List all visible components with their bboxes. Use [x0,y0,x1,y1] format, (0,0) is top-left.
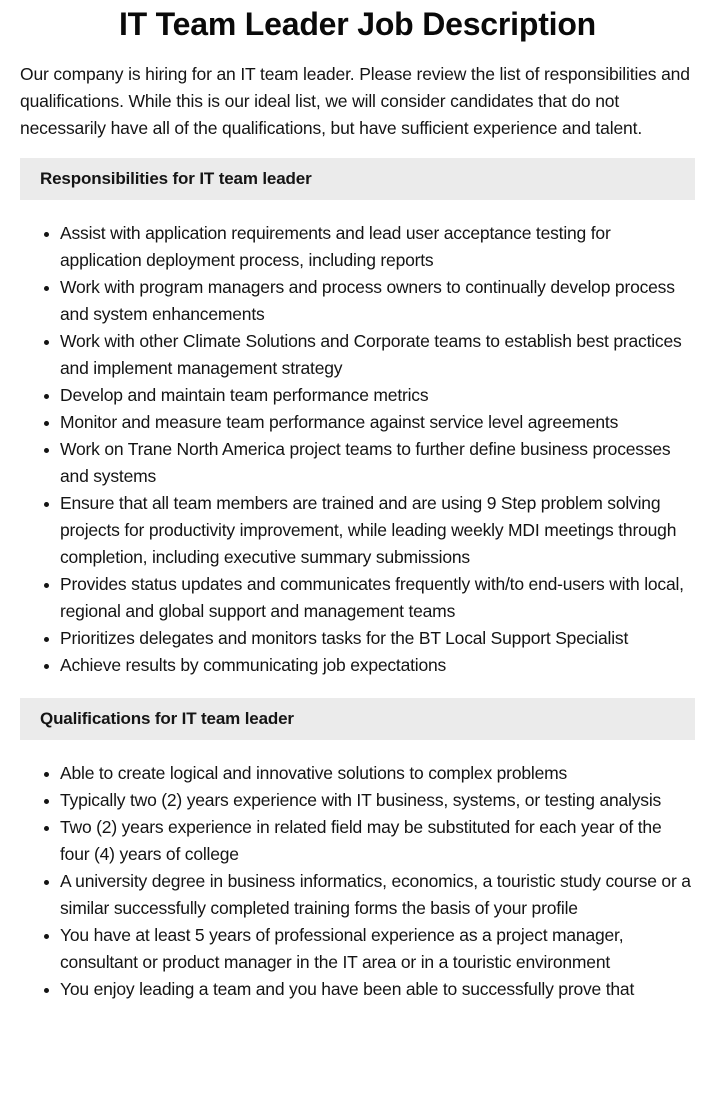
list-item: You have at least 5 years of professional experience as a project manager, consultant or product manager in the IT area or in a touristic environment [60,922,695,976]
qualifications-heading: Qualifications for IT team leader [20,698,695,740]
qualifications-list [20,760,695,1003]
list-item: Assist with application requirements and lead user acceptance testing for application deployment process, including reports [60,220,695,274]
list-item: Work with program managers and process owners to continually develop process and system enhancements [60,274,695,328]
list-item: Develop and maintain team performance metrics [60,382,695,409]
list-item: Prioritizes delegates and monitors tasks for the BT Local Support Specialist [60,625,695,652]
list-item: Two (2) years experience in related field may be substituted for each year of the four (4) years of college [60,814,695,868]
list-item: Typically two (2) years experience with IT business, systems, or testing analysis [60,787,695,814]
list-item: Achieve results by communicating job expectations [60,652,695,679]
list-item: Ensure that all team members are trained and are using 9 Step problem solving projects for productivity improvement, while leading weekly MDI meetings through completion, including executive summary submissions [60,490,695,571]
list-item: A university degree in business informatics, economics, a touristic study course or a similar successfully completed training forms the basis of your profile [60,868,695,922]
list-item: You enjoy leading a team and you have been able to successfully prove that [60,976,695,1003]
intro-paragraph: Our company is hiring for an IT team leader. Please review the list of responsibilities and qualifications. While this is our ideal list, we will consider candidates that do not necessarily have all of the qualifications, but have sufficient experience and talent. [20,64,690,138]
page-title: IT Team Leader Job Description [118,6,597,42]
responsibilities-list [20,220,695,679]
responsibilities-heading: Responsibilities for IT team leader [20,158,695,200]
list-item: Work with other Climate Solutions and Corporate teams to establish best practices and implement management strategy [60,328,695,382]
list-item: Monitor and measure team performance against service level agreements [60,409,695,436]
list-item: Provides status updates and communicates frequently with/to end-users with local, regional and global support and management teams [60,571,695,625]
list-item: Able to create logical and innovative solutions to complex problems [60,760,695,787]
list-item: Work on Trane North America project teams to further define business processes and systems [60,436,695,490]
